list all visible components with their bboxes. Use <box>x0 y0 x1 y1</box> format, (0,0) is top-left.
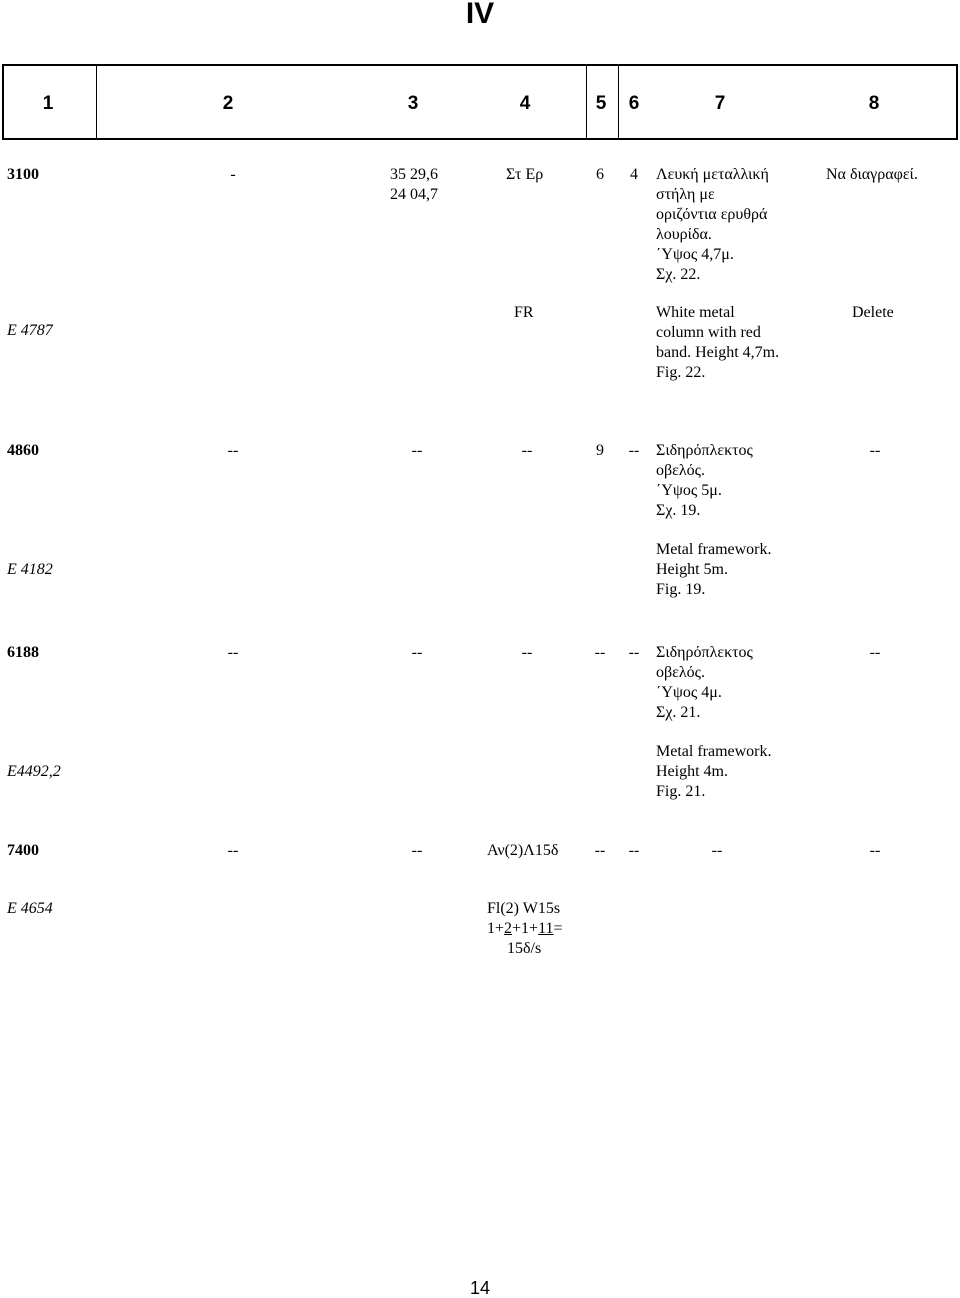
column-header-6: 6 <box>628 93 640 114</box>
entry-id: 6188 <box>7 644 39 661</box>
description-gr-line: λουρίδα. <box>656 226 712 243</box>
description-gr-line: ΄Υψος 4,7μ. <box>656 246 734 263</box>
entry-col3: -- <box>411 442 423 459</box>
entry-sequence <box>487 919 563 939</box>
description-en-line: column with red <box>656 324 761 341</box>
column-header-5: 5 <box>595 93 607 114</box>
description-en-line: Fig. 21. <box>656 783 706 800</box>
description-gr-line: Σχ. 19. <box>656 502 701 519</box>
description-gr-line: ΄Υψος 4μ. <box>656 684 722 701</box>
entry-id: 3100 <box>7 166 39 183</box>
description-en-line: Fig. 22. <box>656 364 706 381</box>
entry-col2: -- <box>227 842 239 859</box>
description-en-line: Metal framework. <box>656 743 772 760</box>
description-gr-line: οριζόντια ερυθρά <box>656 206 768 223</box>
page-number: 14 <box>469 1278 491 1298</box>
description-gr-line: Λευκή μεταλλική <box>656 166 769 183</box>
description-en-line: band. Height 4,7m. <box>656 344 780 361</box>
entry-col3: -- <box>411 842 423 859</box>
entry-e-number: E 4787 <box>7 322 53 339</box>
entry-remarks: -- <box>869 442 881 459</box>
column-divider <box>96 66 97 138</box>
column-header-4: 4 <box>519 93 531 114</box>
sequence-part-underlined: 11 <box>538 920 554 937</box>
description-gr-line: Σιδηρόπλεκτος <box>656 644 753 661</box>
description-gr-line: ΄Υψος 5μ. <box>656 482 722 499</box>
entry-e-number: E4492,2 <box>7 763 61 780</box>
column-header-1: 1 <box>42 93 54 114</box>
description-gr-line: στήλη με <box>656 186 715 203</box>
description-en-line: Height 5m. <box>656 561 728 578</box>
description-gr-line: Σχ. 22. <box>656 266 701 283</box>
entry-e-number: E 4654 <box>7 900 53 917</box>
entry-characteristic: Στ Ερ <box>506 166 544 183</box>
description-gr-line: Σχ. 21. <box>656 704 701 721</box>
description-gr-line: Σιδηρόπλεκτος <box>656 442 753 459</box>
entry-col6: -- <box>628 842 640 859</box>
entry-col6: 4 <box>630 166 638 183</box>
description-gr-line: οβελός. <box>656 462 705 479</box>
column-divider <box>586 66 587 138</box>
column-divider <box>618 66 619 138</box>
sequence-part: 1+ <box>487 920 505 937</box>
column-header-box <box>2 64 958 140</box>
entry-characteristic-en: FR <box>514 304 534 321</box>
description-en-line: White metal <box>656 304 735 321</box>
page-title: IV <box>465 0 495 30</box>
entry-col2: - <box>230 166 236 183</box>
entry-col2: -- <box>227 644 239 661</box>
entry-id: 7400 <box>7 842 39 859</box>
column-header-8: 8 <box>868 93 880 114</box>
column-header-3: 3 <box>407 93 419 114</box>
entry-characteristic-en: Fl(2) W15s <box>487 900 561 917</box>
column-header-2: 2 <box>222 93 234 114</box>
entry-period: 15δ/s <box>507 940 542 957</box>
entry-e-number: E 4182 <box>7 561 53 578</box>
entry-col3: -- <box>411 644 423 661</box>
entry-col5: 9 <box>596 442 604 459</box>
entry-id: 4860 <box>7 442 39 459</box>
entry-remarks-en: Delete <box>852 304 894 321</box>
entry-characteristic: Αν(2)Λ15δ <box>487 842 559 859</box>
entry-remarks: -- <box>869 644 881 661</box>
entry-col2: -- <box>227 442 239 459</box>
entry-remarks: Να διαγραφεί. <box>826 166 918 183</box>
entry-col7: -- <box>711 842 723 859</box>
sequence-part: = <box>553 920 563 937</box>
entry-remarks: -- <box>869 842 881 859</box>
entry-col5: 6 <box>596 166 604 183</box>
entry-longitude: 24 04,7 <box>390 186 438 203</box>
entry-col6: -- <box>628 442 640 459</box>
entry-col4: -- <box>521 442 533 459</box>
entry-latitude: 35 29,6 <box>390 166 438 183</box>
entry-col5: -- <box>594 644 606 661</box>
column-header-7: 7 <box>714 93 726 114</box>
description-en-line: Fig. 19. <box>656 581 706 598</box>
entry-col6: -- <box>628 644 640 661</box>
entry-col5: -- <box>594 842 606 859</box>
description-en-line: Height 4m. <box>656 763 728 780</box>
sequence-part-underlined: 2 <box>504 920 513 937</box>
description-gr-line: οβελός. <box>656 664 705 681</box>
description-en-line: Metal framework. <box>656 541 772 558</box>
entry-col4: -- <box>521 644 533 661</box>
sequence-part: +1+ <box>512 920 539 937</box>
